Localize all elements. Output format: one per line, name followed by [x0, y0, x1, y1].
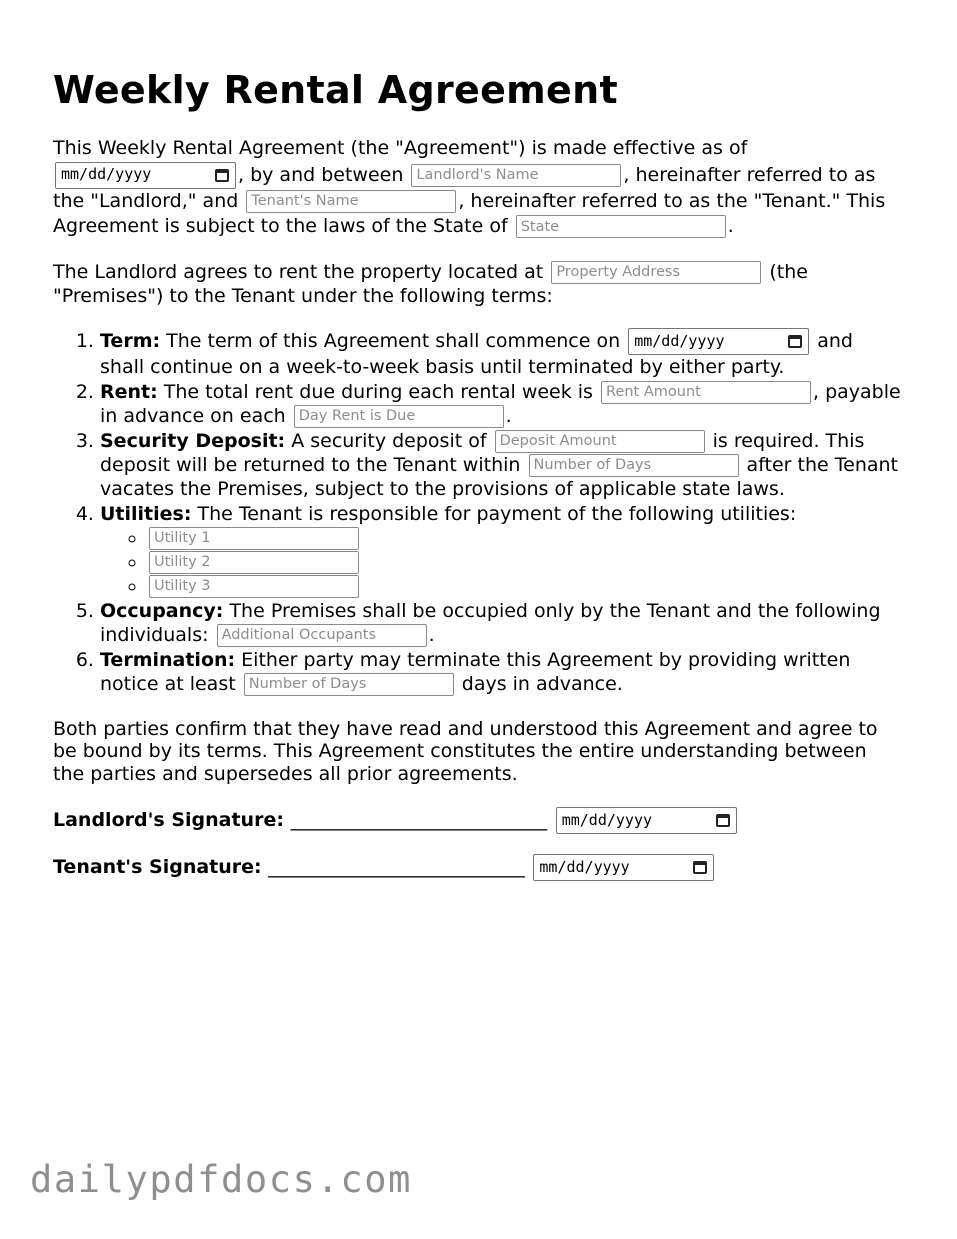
- date-placeholder: mm/dd/yyyy: [634, 332, 725, 350]
- rent-item: [100, 380, 903, 428]
- termination-text-2: days in advance.: [461, 672, 623, 695]
- state-input[interactable]: [516, 215, 726, 238]
- utility-list-item: [147, 526, 903, 550]
- intro-text-2: , by and between: [238, 163, 404, 186]
- deposit-text-1: A security deposit of: [291, 429, 487, 452]
- utility-2-input[interactable]: [149, 551, 359, 574]
- intro-text-4: , hereinafter referred to as the "Tenant." This Agreement is subject to the laws of the State of: [53, 189, 886, 237]
- deposit-item: [100, 429, 903, 501]
- landlord-signature-label: Landlord's Signature:: [53, 809, 284, 831]
- calendar-icon[interactable]: [716, 814, 730, 827]
- effective-date-input[interactable]: [55, 162, 236, 189]
- rent-text-3: .: [505, 404, 512, 427]
- deposit-return-days-input[interactable]: [529, 454, 739, 477]
- term-text-1: The term of this Agreement shall commence on: [166, 329, 621, 352]
- occupancy-text-1: The Premises shall be occupied only by the Tenant and the following individuals:: [100, 599, 881, 646]
- occupancy-text-2: .: [428, 623, 435, 646]
- premises-text-2: (the "Premises") to the Tenant under the following terms:: [53, 260, 808, 307]
- tenant-signature-label: Tenant's Signature:: [53, 856, 262, 878]
- utility-1-input[interactable]: [149, 527, 359, 550]
- utility-list-item: [147, 550, 903, 574]
- date-placeholder: mm/dd/yyyy: [561, 811, 653, 829]
- intro-text-5: .: [727, 215, 734, 237]
- term-item: [100, 328, 903, 379]
- rent-amount-input[interactable]: [601, 381, 811, 404]
- utility-list-item: [147, 574, 903, 598]
- calendar-icon[interactable]: [215, 169, 229, 182]
- utility-3-input[interactable]: [149, 575, 359, 598]
- terms-list: [53, 328, 903, 696]
- property-address-input[interactable]: [551, 261, 761, 284]
- intro-text-1: This Weekly Rental Agreement (the "Agreement") is made effective as of: [53, 137, 748, 159]
- utilities-text-1: The Tenant is responsible for payment of the following utilities:: [197, 502, 797, 525]
- termination-item: [100, 648, 903, 696]
- rent-text-1: The total rent due during each rental week is: [163, 380, 593, 403]
- date-placeholder: mm/dd/yyyy: [61, 165, 152, 184]
- premises-paragraph: [53, 260, 903, 308]
- intro-text-3: , hereinafter referred to as the "Landlord," and: [53, 163, 876, 212]
- deposit-label: Security Deposit:: [100, 429, 286, 452]
- commence-date-input[interactable]: [628, 328, 809, 355]
- utilities-list: [100, 526, 903, 598]
- occupancy-item: [100, 599, 903, 647]
- tenant-name-input[interactable]: [246, 190, 456, 213]
- rent-label: Rent:: [100, 380, 158, 403]
- notice-days-input[interactable]: [244, 673, 454, 696]
- calendar-icon[interactable]: [693, 861, 707, 874]
- utilities-item: [100, 502, 903, 598]
- premises-text-1: The Landlord agrees to rent the property located at: [53, 260, 544, 283]
- rent-due-day-input[interactable]: [294, 405, 504, 428]
- confirmation-paragraph: Both parties confirm that they have read and understood this Agreement and agree to be bound by its terms. This Agreement constitutes the entire understanding between the parties and supersedes all prior agreements.: [53, 717, 878, 785]
- occupancy-label: Occupancy:: [100, 599, 224, 622]
- tenant-signature-row: [53, 852, 903, 882]
- date-placeholder: mm/dd/yyyy: [539, 858, 630, 876]
- watermark: dailypdfdocs.com: [30, 1158, 413, 1201]
- landlord-signature-row: [53, 805, 903, 835]
- termination-label: Termination:: [100, 648, 236, 671]
- rent-text-2: , payable in advance on each: [100, 380, 901, 427]
- calendar-icon[interactable]: [788, 335, 802, 348]
- document: [53, 62, 903, 882]
- termination-text-1: Either party may terminate this Agreement by providing written notice at least: [100, 648, 851, 695]
- page-title: Weekly Rental Agreement: [53, 68, 618, 112]
- landlord-date-input[interactable]: [556, 807, 737, 834]
- deposit-amount-input[interactable]: [495, 430, 705, 453]
- intro-paragraph: [53, 136, 903, 240]
- tenant-date-input[interactable]: [533, 854, 714, 881]
- landlord-signature-line[interactable]: ___________________________: [290, 809, 548, 831]
- term-text-2: and shall continue on a week-to-week basis until terminated by either party.: [100, 329, 853, 378]
- landlord-name-input[interactable]: [411, 164, 621, 187]
- deposit-text-3: after the Tenant vacates the Premises, subject to the provisions of applicable state laws.: [100, 453, 898, 500]
- additional-occupants-input[interactable]: [217, 624, 427, 647]
- utilities-label: Utilities:: [100, 502, 192, 525]
- term-label: Term:: [100, 329, 161, 352]
- tenant-signature-line[interactable]: ___________________________: [268, 856, 525, 878]
- deposit-text-2: is required. This deposit will be returned to the Tenant within: [100, 429, 865, 476]
